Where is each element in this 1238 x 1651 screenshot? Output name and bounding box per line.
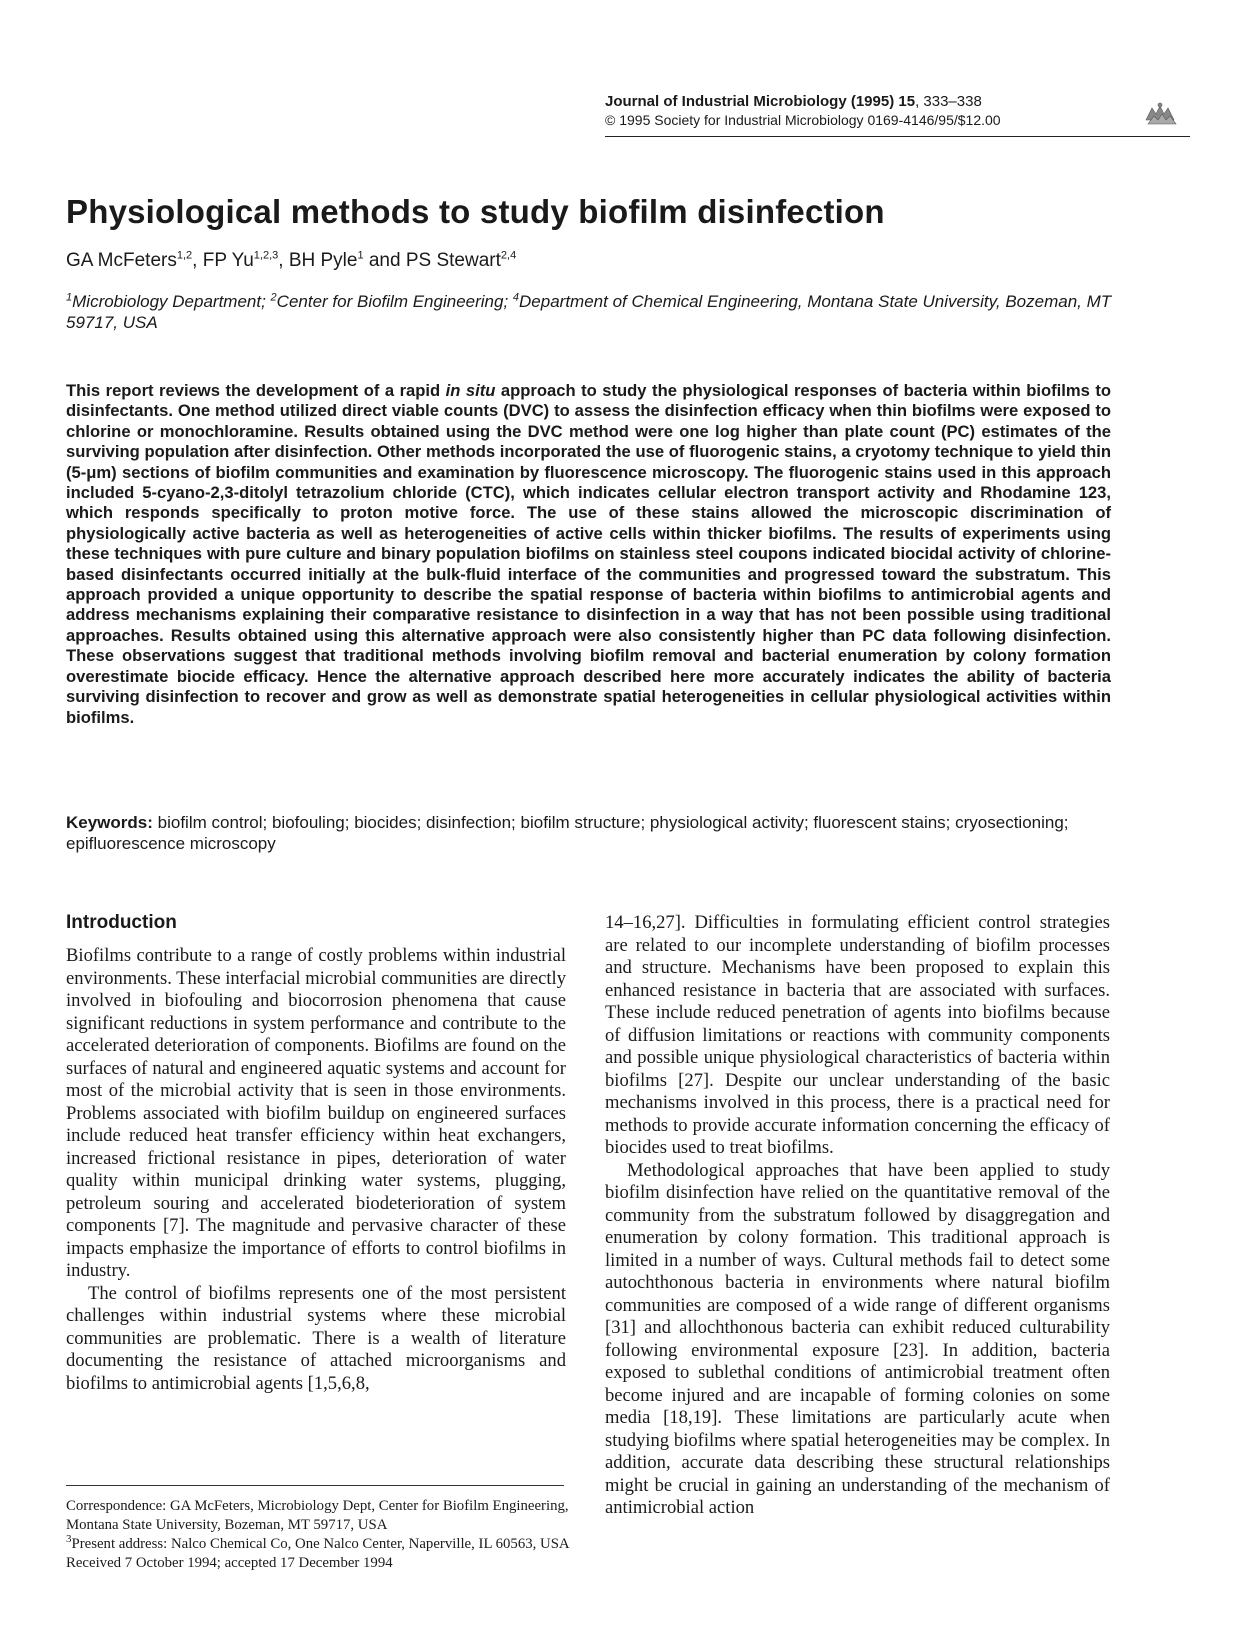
paper-title: Physiological methods to study biofilm disinfection [66,193,885,230]
journal-name: Journal of Industrial Microbiology (1995) [605,93,899,110]
author-separator: , [278,250,289,271]
abstract [66,381,1111,728]
running-header [605,93,1195,129]
affiliation-4: Department of Chemical Engineering, Montana State University, Bozeman, MT 59717, USA [66,292,1112,332]
author-affiliation-marker: 1 [357,249,364,262]
footnote-present-text: Present address: Nalco Chemical Co, One Nalco Center, Naperville, IL 60563, USA [71,1536,570,1552]
body-paragraph: The control of biofilms represents one of the most persistent challenges within industrial systems where these microbial communities are problematic. There is a wealth of literature documenting the resistance of attached microorganisms and biofilms to antimicrobial agents [1,5,6,8, [66,1282,566,1394]
author-affiliation-marker: 1,2,3 [253,249,279,262]
author-list [66,250,516,272]
publisher-logo [1142,100,1182,128]
affiliation-marker: 4 [512,291,520,304]
keywords-label: Keywords: [66,813,153,832]
body-paragraph: 14–16,27]. Difficulties in formulating efficient control strategies are related to our incomplete understanding of biofilm processes and structure. Mechanisms have been proposed to explain this enhanced resistance in bacteria that are associated with surfaces. These include reduced penetration of agents into biofilms because of diffusion limitations or reactions with community components and possible unique physiological characteristics of bacteria within biofilms [27]. Despite our unclear understanding of the basic mechanisms involved in this process, there is a practical need for methods to provide accurate information concerning the efficacy of biocides used to treat biofilms. [605,912,1110,1158]
affiliation-marker: 1 [66,291,73,304]
author-name: BH Pyle [288,250,358,271]
footnote-correspondence: Correspondence: GA McFeters, Microbiology Dept, Center for Biofilm Engineering, Montana State University, Bozeman, MT 59717, USA [66,1498,569,1533]
author-name: GA McFeters [66,250,177,271]
author-name: FP Yu [202,250,254,271]
keywords [66,812,1111,854]
affiliation-2: Center for Biofilm Engineering; [276,292,513,311]
author-separator: and [363,250,406,271]
abstract-text: This report reviews the development of a rapid [66,381,446,400]
footnote-present-address [66,1535,571,1554]
affiliation-marker: 2 [270,291,277,304]
author-affiliation-marker: 1,2 [176,249,193,262]
journal-pages: , 333–338 [915,93,982,110]
body-column-left [66,945,566,1395]
author-separator: , [192,250,203,271]
affiliation-1: Microbiology Department; [72,292,271,311]
journal-citation [605,93,1195,111]
affiliations [66,291,1126,333]
header-rule [605,136,1190,137]
abstract-italic: in situ [445,381,496,400]
body-column-right [605,912,1110,1520]
keywords-text: biofilm control; biofouling; biocides; disinfection; biofilm structure; physiological activity; fluorescent stains; cryosectioning; epifluorescence microscopy [66,813,1069,853]
footnote-marker: 3 [66,1533,72,1546]
footnote-received: Received 7 October 1994; accepted 17 December 1994 [66,1555,393,1571]
copyright-line: © 1995 Society for Industrial Microbiology 0169-4146/95/$12.00 [605,112,1001,128]
author-name: PS Stewart [405,250,501,271]
body-paragraph: Biofilms contribute to a range of costly problems within industrial environments. These interfacial microbial communities are directly involved in biofouling and biocorrosion phenomena that cause significant reductions in system performance and contribute to the accelerated deterioration of components. Biofilms are found on the surfaces of natural and engineered aquatic systems and account for most of the microbial activity that is seen in those environments. Problems associated with biofilm buildup on engineered surfaces include reduced heat transfer efficiency within heat exchangers, increased frictional resistance in pipes, deterioration of water quality within municipal drinking water systems, plugging, petroleum souring and accelerated biodeterioration of system components [7]. The magnitude and pervasive character of these impacts emphasize the importance of efforts to control biofilms in industry. [66,945,566,1281]
body-paragraph: Methodological approaches that have been applied to study biofilm disinfection have relied on the quantitative removal of the community from the substratum followed by disaggregation and enumeration by colony formation. This traditional approach is limited in a number of ways. Cultural methods fail to detect some autochthonous bacteria in environments where natural biofilm communities are composed of a wide range of different organisms [31] and allochthonous bacteria can exhibit reduced culturability following environmental exposure [23]. In addition, bacteria exposed to sublethal conditions of antimicrobial treatment often become injured and are incapable of forming colonies on some media [18,19]. These limitations are particularly acute when studying biofilms where spatial heterogeneities may be complex. In addition, accurate data describing these structural relationships might be crucial in gaining an understanding of the mechanism of antimicrobial action [605,1159,1110,1518]
author-affiliation-marker: 2,4 [500,249,517,262]
journal-volume: 15 [898,93,916,110]
section-heading-introduction: Introduction [66,912,177,933]
abstract-text: approach to study the physiological responses of bacteria within biofilms to disinfectants. One method utilized direct viable counts (DVC) to assess the disinfection efficacy when thin biofilms were exposed to chlorine or monochloramine. Results obtained using the DVC method were one log higher than plate count (PC) estimates of the surviving population after disinfection. Other methods incorporated the use of fluorogenic stains, a cryotomy technique to yield thin (5-μm) sections of biofilm communities and examination by fluorescence microscopy. The fluorogenic stains used in this approach included 5-cyano-2,3-ditolyl tetrazolium chloride (CTC), which indicates cellular electron transport activity and Rhodamine 123, which responds specifically to proton motive force. The use of these stains allowed the microscopic discrimination of physiologically active bacteria as well as heterogeneities of active cells within thicker biofilms. The results of experiments using these techniques with pure culture and binary population biofilms on stainless steel coupons indicated biocidal activity of chlorine-based disinfectants occurred initially at the bulk-fluid interface of the communities and progressed toward the substratum. This approach provided a unique opportunity to describe the spatial response of bacteria within biofilms to antimicrobial agents and address mechanisms explaining their comparative resistance to disinfection in a way that has not been possible using traditional approaches. Results obtained using this alternative approach were also consistently higher than PC data following disinfection. These observations suggest that traditional methods involving biofilm removal and bacterial enumeration by colony formation overestimate biocide efficacy. Hence the alternative approach described here more accurately indicates the ability of bacteria surviving disinfection to recover and grow as well as demonstrate spatial heterogeneities in cellular physiological activities within biofilms. [66,381,1111,727]
footnotes [66,1497,571,1573]
footnote-rule [66,1485,564,1486]
